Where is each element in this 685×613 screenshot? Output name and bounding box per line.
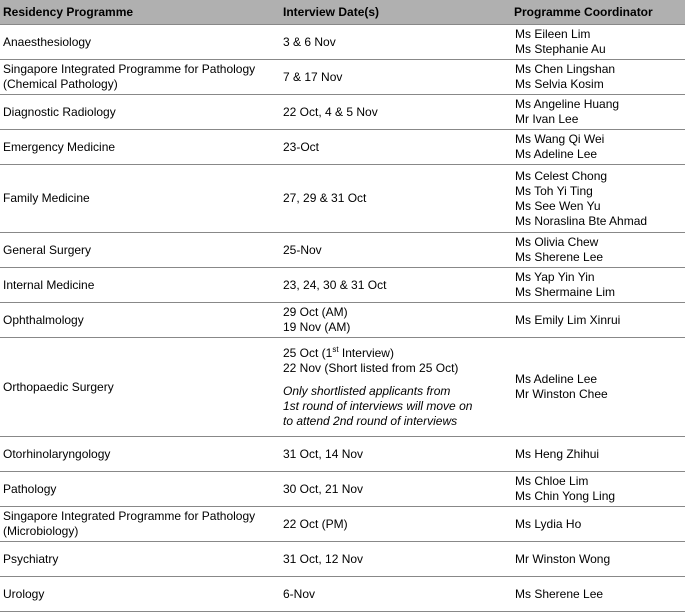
programme-cell [0, 542, 280, 577]
table-row [0, 95, 685, 130]
programme-name: Ophthalmology [3, 312, 84, 327]
coordinator-cell [511, 233, 685, 268]
interview-date: 22 Oct (PM) [283, 516, 348, 531]
programme-cell [0, 268, 280, 303]
coordinator-name: Ms Adeline Lee [515, 372, 598, 386]
programme-name: Internal Medicine [3, 277, 95, 292]
coordinator-name: Ms Chloe Lim [515, 474, 589, 488]
programme-name: Diagnostic Radiology [3, 104, 116, 119]
table-row [0, 303, 685, 338]
table-row [0, 542, 685, 577]
programme-name: Otorhinolaryngology [3, 446, 111, 461]
programme-cell [0, 507, 280, 542]
coordinator-cell [511, 165, 685, 233]
programme-cell [0, 165, 280, 233]
programme-name: Singapore Integrated Programme for Pathology [3, 62, 256, 76]
interview-dates-cell [280, 95, 511, 130]
coordinator-name: Mr Ivan Lee [515, 112, 579, 126]
interview-date: 23, 24, 30 & 31 Oct [283, 277, 387, 292]
programme-cell [0, 338, 280, 437]
coordinator-name: Ms Noraslina Bte Ahmad [515, 213, 648, 228]
coordinator-name: Ms Celest Chong [515, 168, 608, 183]
table-row [0, 60, 685, 95]
interview-dates-cell [280, 338, 511, 437]
interview-dates-cell [280, 507, 511, 542]
programme-name: (Chemical Pathology) [3, 77, 118, 91]
coordinator-cell [511, 130, 685, 165]
programme-name: Family Medicine [3, 191, 90, 205]
interview-dates-cell [280, 165, 511, 233]
programme-name: Psychiatry [3, 551, 59, 566]
coordinator-cell [511, 268, 685, 303]
programme-name: (Microbiology) [3, 524, 79, 538]
coordinator-name: Ms See Wen Yu [515, 198, 601, 213]
table-row [0, 507, 685, 542]
interview-date: 31 Oct, 12 Nov [283, 551, 364, 566]
coordinator-name: Mr Winston Chee [515, 387, 608, 401]
coordinator-cell [511, 577, 685, 612]
coordinator-cell [511, 60, 685, 95]
interview-date-text: Interview) [338, 345, 394, 360]
interview-date: 31 Oct, 14 Nov [283, 446, 364, 461]
interview-dates-cell [280, 233, 511, 268]
table-row [0, 577, 685, 612]
coordinator-cell [511, 437, 685, 472]
coordinator-cell [511, 542, 685, 577]
coordinator-name: Ms Eileen Lim [515, 27, 591, 41]
coordinator-name: Ms Angeline Huang [515, 97, 620, 111]
coordinator-name: Ms Heng Zhihui [515, 446, 600, 461]
interview-dates-cell [280, 60, 511, 95]
interview-date: 6-Nov [283, 586, 316, 601]
programme-cell [0, 130, 280, 165]
shortlist-note: to attend 2nd round of interviews [283, 413, 458, 428]
interview-dates-cell [280, 577, 511, 612]
table-row [0, 130, 685, 165]
coordinator-cell [511, 338, 685, 437]
table-row [0, 233, 685, 268]
coordinator-cell [511, 472, 685, 507]
coordinator-cell [511, 95, 685, 130]
coordinator-name: Ms Toh Yi Ting [515, 183, 593, 198]
table-row [0, 338, 685, 437]
coordinator-name: Ms Wang Qi Wei [515, 132, 605, 146]
coordinator-name: Ms Sherene Lee [515, 586, 604, 601]
interview-date: 22 Nov (Short listed from 25 Oct) [283, 360, 459, 375]
programme-name: Singapore Integrated Programme for Pathology [3, 509, 256, 523]
shortlist-note: 1st round of interviews will move on [283, 398, 473, 413]
programme-name: Orthopaedic Surgery [3, 379, 114, 394]
interview-date: 30 Oct, 21 Nov [283, 481, 364, 496]
programme-name: Emergency Medicine [3, 139, 116, 154]
coordinator-name: Ms Shermaine Lim [515, 285, 616, 299]
programme-name: Pathology [3, 481, 57, 496]
programme-cell [0, 472, 280, 507]
header-coordinator: Programme Coordinator [511, 0, 685, 25]
interview-dates-cell [280, 542, 511, 577]
programme-cell [0, 303, 280, 338]
header-row [0, 0, 685, 25]
interview-dates-cell [280, 472, 511, 507]
interview-dates-cell [280, 303, 511, 338]
programme-cell [0, 233, 280, 268]
table-row [0, 268, 685, 303]
programme-name: Urology [3, 586, 45, 601]
interview-date: 7 & 17 Nov [283, 69, 343, 84]
coordinator-name: Ms Sherene Lee [515, 250, 604, 264]
coordinator-name: Ms Yap Yin Yin [515, 270, 595, 284]
coordinator-name: Ms Selvia Kosim [515, 77, 604, 91]
programme-cell [0, 25, 280, 60]
coordinator-name: Ms Lydia Ho [515, 516, 582, 531]
ordinal-suffix: st [332, 344, 339, 354]
programme-cell [0, 437, 280, 472]
interview-date: 22 Oct, 4 & 5 Nov [283, 104, 378, 119]
header-interview-dates: Interview Date(s) [280, 0, 511, 25]
coordinator-name: Ms Chen Lingshan [515, 62, 616, 76]
programme-cell [0, 577, 280, 612]
interview-dates-cell [280, 130, 511, 165]
interview-date [283, 346, 508, 361]
table-row [0, 472, 685, 507]
coordinator-name: Ms Chin Yong Ling [515, 489, 616, 503]
header-programme: Residency Programme [0, 0, 280, 25]
table-row [0, 25, 685, 60]
coordinator-name: Ms Stephanie Au [515, 42, 606, 56]
shortlist-note: Only shortlisted applicants from [283, 383, 451, 398]
coordinator-name: Ms Emily Lim Xinrui [515, 312, 621, 327]
interview-date: 19 Nov (AM) [283, 320, 351, 334]
programme-name: General Surgery [3, 242, 92, 257]
coordinator-cell [511, 507, 685, 542]
interview-date: 27, 29 & 31 Oct [283, 191, 367, 205]
programme-cell [0, 95, 280, 130]
interview-dates-cell [280, 25, 511, 60]
spacer [283, 376, 508, 384]
coordinator-name: Ms Olivia Chew [515, 235, 599, 249]
interview-date: 3 & 6 Nov [283, 34, 336, 49]
interview-dates-cell [280, 268, 511, 303]
programme-cell [0, 60, 280, 95]
coordinator-cell [511, 25, 685, 60]
interview-date: 25-Nov [283, 242, 322, 257]
interview-dates-cell [280, 437, 511, 472]
coordinator-cell [511, 303, 685, 338]
programme-name: Anaesthesiology [3, 34, 92, 49]
coordinator-name: Mr Winston Wong [515, 551, 611, 566]
table-row [0, 437, 685, 472]
coordinator-name: Ms Adeline Lee [515, 147, 598, 161]
table-row [0, 165, 685, 233]
interview-date: 23-Oct [283, 139, 320, 154]
interview-date-text: 25 Oct (1 [283, 345, 333, 360]
interview-date: 29 Oct (AM) [283, 305, 348, 319]
